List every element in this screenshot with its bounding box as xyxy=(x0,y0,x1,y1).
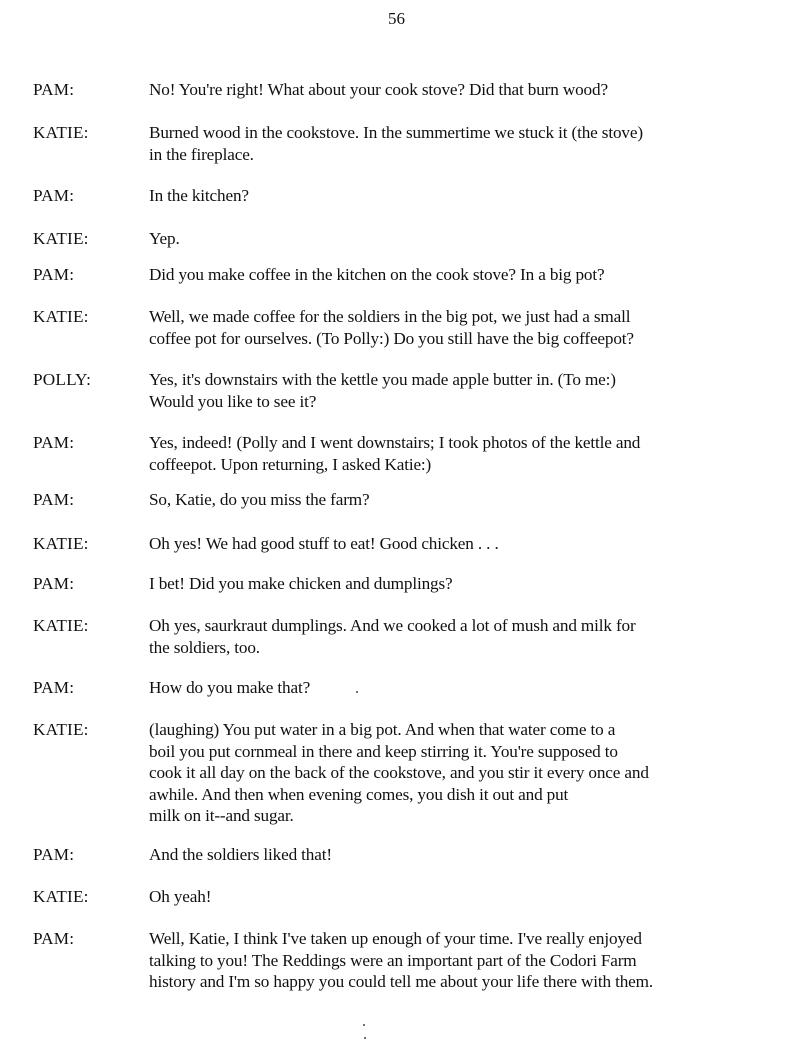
speaker-label: KATIE: xyxy=(33,534,89,553)
dialogue-turn xyxy=(0,122,739,165)
speech-line: Burned wood in the cookstove. In the summertime we stuck it (the stove) xyxy=(149,123,643,142)
speech-text xyxy=(149,369,739,412)
dialogue-turn xyxy=(0,573,739,595)
speaker-label: KATIE: xyxy=(33,123,89,142)
speech-text xyxy=(149,432,739,475)
speaker-label: KATIE: xyxy=(33,229,89,248)
dialogue-turn xyxy=(0,228,739,250)
speech-line: I bet! Did you make chicken and dumplings? xyxy=(149,574,453,593)
speech-text xyxy=(149,928,739,993)
speech-line: coffee pot for ourselves. (To Polly:) Do you still have the big coffeepot? xyxy=(149,328,634,348)
speech-line: No! You're right! What about your cook stove? Did that burn wood? xyxy=(149,80,608,99)
dialogue-turn xyxy=(0,79,739,101)
dialogue-turn xyxy=(0,886,739,908)
speech-line: Well, Katie, I think I've taken up enough of your time. I've really enjoyed xyxy=(149,929,642,948)
speaker-label: PAM: xyxy=(33,80,75,99)
page-number: 56 xyxy=(388,9,405,28)
dialogue-turn xyxy=(0,928,739,993)
speech-text xyxy=(149,886,739,908)
speech-line: cook it all day on the back of the cookstove, and you stir it every once and xyxy=(149,763,649,782)
speech-line: talking to you! The Reddings were an important part of the Codori Farm xyxy=(149,950,637,970)
speech-line: Yep. xyxy=(149,229,180,248)
dialogue-turn xyxy=(0,432,739,475)
speaker-label: KATIE: xyxy=(33,307,89,326)
speech-line: Yes, indeed! (Polly and I went downstairs; I took photos of the kettle and xyxy=(149,433,641,452)
dialogue-turn xyxy=(0,615,739,658)
speech-line: So, Katie, do you miss the farm? xyxy=(149,490,370,509)
speech-text xyxy=(149,79,739,101)
dialogue-turn xyxy=(0,844,739,866)
speech-line: Did you make coffee in the kitchen on the cook stove? In a big pot? xyxy=(149,265,605,284)
speaker-label: PAM: xyxy=(33,490,75,509)
speaker-label: POLLY: xyxy=(33,370,92,389)
speech-text xyxy=(149,228,739,250)
speech-line: And the soldiers liked that! xyxy=(149,845,332,864)
speech-line: awhile. And then when evening comes, you dish it out and put xyxy=(149,784,569,804)
speech-text xyxy=(149,844,739,866)
dialogue-turn xyxy=(0,489,739,511)
speech-text xyxy=(149,489,739,511)
scan-speck xyxy=(356,691,358,693)
speech-line: the soldiers, too. xyxy=(149,637,260,657)
scan-speck xyxy=(363,1024,365,1026)
speech-text xyxy=(149,615,739,658)
speaker-label: PAM: xyxy=(33,433,75,452)
speaker-label: KATIE: xyxy=(33,887,89,906)
speech-line: How do you make that? xyxy=(149,678,311,697)
speech-text xyxy=(149,573,739,595)
speech-line: Well, we made coffee for the soldiers in the big pot, we just had a small xyxy=(149,307,631,326)
dialogue-turn xyxy=(0,369,739,412)
speech-line: Yes, it's downstairs with the kettle you made apple butter in. (To me:) xyxy=(149,370,616,389)
speaker-label: PAM: xyxy=(33,574,75,593)
speech-text xyxy=(149,719,739,827)
speech-line: boil you put cornmeal in there and keep stirring it. You're supposed to xyxy=(149,741,618,761)
speech-line: milk on it--and sugar. xyxy=(149,806,294,825)
speech-line: Oh yes! We had good stuff to eat! Good chicken . . . xyxy=(149,534,499,553)
dialogue-turn xyxy=(0,185,739,207)
dialogue-turn xyxy=(0,306,739,349)
speech-line: Oh yes, saurkraut dumplings. And we cooked a lot of mush and milk for xyxy=(149,616,636,635)
speaker-label: PAM: xyxy=(33,929,75,948)
speech-text xyxy=(149,677,739,699)
speech-line: In the kitchen? xyxy=(149,186,249,205)
speech-line: in the fireplace. xyxy=(149,144,254,164)
dialogue-turn xyxy=(0,719,739,827)
speech-line: history and I'm so happy you could tell me about your life there with them. xyxy=(149,972,654,991)
speech-line: (laughing) You put water in a big pot. And when that water come to a xyxy=(149,720,616,739)
speaker-label: KATIE: xyxy=(33,616,89,635)
speech-text xyxy=(149,264,739,286)
speech-line: Oh yeah! xyxy=(149,887,212,906)
speech-line: Would you like to see it? xyxy=(149,391,317,411)
dialogue-turn xyxy=(0,264,739,286)
speaker-label: PAM: xyxy=(33,265,75,284)
speaker-label: PAM: xyxy=(33,678,75,697)
dialogue-turn xyxy=(0,677,739,699)
speech-text xyxy=(149,185,739,207)
speech-line: coffeepot. Upon returning, I asked Katie:) xyxy=(149,454,432,474)
speaker-label: KATIE: xyxy=(33,720,89,739)
dialogue-turn xyxy=(0,533,739,555)
speech-text xyxy=(149,122,739,165)
speaker-label: PAM: xyxy=(33,186,75,205)
scan-speck xyxy=(364,1037,366,1039)
speaker-label: PAM: xyxy=(33,845,75,864)
speech-text xyxy=(149,533,739,555)
speech-text xyxy=(149,306,739,349)
